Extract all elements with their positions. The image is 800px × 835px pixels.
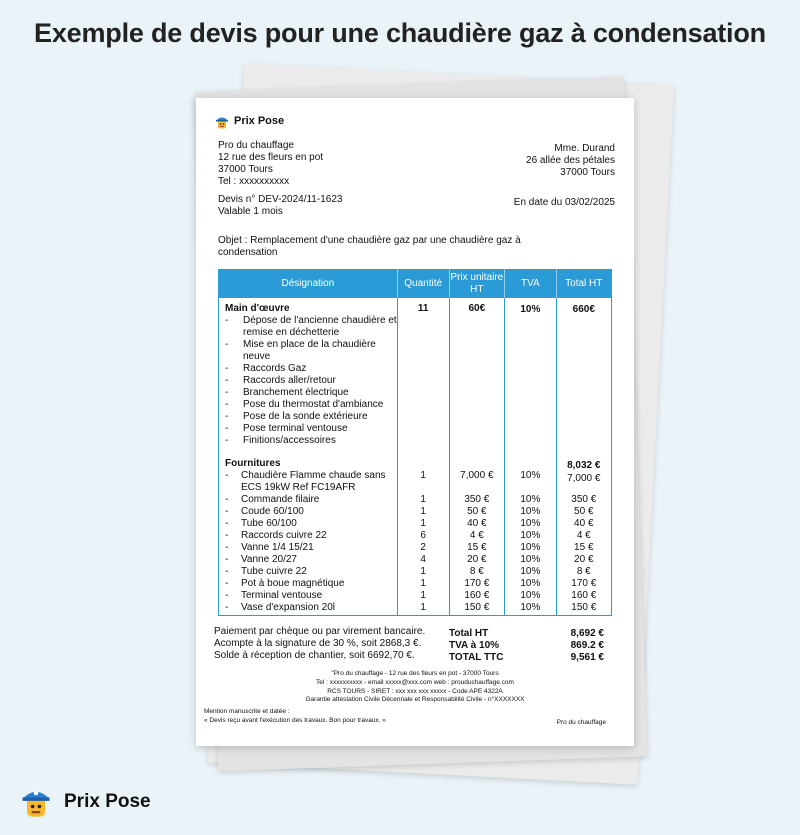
row-total: 15 € [574, 542, 594, 553]
table-row [225, 590, 397, 602]
sender-line: Pro du chauffage [218, 140, 294, 151]
row-unit-price: 150 € [464, 602, 490, 613]
bullet-dash: - [225, 423, 229, 434]
row-total: 160 € [571, 590, 597, 601]
payment-terms [214, 626, 425, 662]
bullet-dash: - [225, 506, 229, 517]
item-label: Pose du thermostat d'ambiance [243, 399, 384, 410]
row-total: 20 € [574, 554, 594, 565]
sender-address [218, 140, 323, 188]
row-tva: 10% [520, 506, 541, 517]
row-quantity: 6 [420, 530, 426, 541]
item-label: Pose de la sonde extérieure [243, 411, 368, 422]
row-unit-price: 15 € [467, 542, 487, 553]
row-tva: 10% [520, 470, 541, 481]
payment-line: Acompte à la signature de 30 %, soit 2868,3 €. [214, 638, 422, 649]
document-brand: Prix Pose [234, 115, 285, 128]
row-tva: 10% [520, 530, 541, 541]
signature: Pro du chauffage [556, 719, 606, 726]
item-label: Pose terminal ventouse [243, 423, 348, 434]
row-tva: 10% [520, 542, 541, 553]
table-row [225, 530, 397, 542]
item-label: Vase d'expansion 20l [241, 602, 336, 613]
row-quantity: 4 [420, 554, 426, 565]
devis-number: Devis n° DEV-2024/11-1623 [218, 194, 343, 205]
item-label: Chaudière Flamme chaude sans ECS 19kW Ref FC19AFR [241, 470, 386, 493]
total-column [557, 298, 611, 615]
bullet-dash: - [225, 315, 229, 326]
total-label: TOTAL TTC [449, 652, 504, 663]
list-item [225, 315, 397, 339]
document-logo [214, 114, 284, 130]
unit-price-column [450, 298, 505, 615]
row-tva: 10% [520, 578, 541, 589]
bullet-dash: - [225, 566, 229, 577]
bullet-dash: - [225, 494, 229, 505]
row-tva: 10% [520, 518, 541, 529]
item-label: Tube cuivre 22 [241, 566, 307, 577]
supplies-subtotal: 8,032 € [567, 460, 601, 471]
bullet-dash: - [225, 375, 229, 386]
section-title: Fournitures [225, 458, 281, 469]
devis-date: En date du 03/02/2025 [513, 197, 615, 208]
item-label: Commande filaire [241, 494, 320, 505]
item-label: Raccords Gaz [243, 363, 307, 374]
mention-line: Mention manuscrite et datée : [204, 708, 290, 715]
quote-table [218, 269, 612, 616]
header-designation: Désignation [219, 270, 398, 299]
header-tva: TVA [505, 270, 556, 299]
item-label: Coude 60/100 [241, 506, 304, 517]
labour-total: 660€ [572, 304, 595, 315]
labour-unit-price: 60€ [468, 303, 486, 314]
row-unit-price: 40 € [467, 518, 487, 529]
recipient-line: 26 allée des pétales [526, 155, 615, 166]
bullet-dash: - [225, 435, 229, 446]
bullet-dash: - [225, 399, 229, 410]
table-body-row [219, 298, 612, 616]
row-unit-price: 50 € [467, 506, 487, 517]
legal-footer [196, 670, 634, 705]
row-tva: 10% [520, 554, 541, 565]
bullet-dash: - [225, 590, 229, 601]
item-label: Terminal ventouse [241, 590, 323, 601]
total-value: 8,692 € [570, 628, 604, 639]
row-unit-price: 4 € [469, 530, 484, 541]
table-row [225, 506, 397, 518]
bullet-dash: - [225, 363, 229, 374]
row-tva: 10% [520, 566, 541, 577]
bullet-dash: - [225, 411, 229, 422]
bullet-dash: - [225, 578, 229, 589]
quantity-column [398, 298, 449, 615]
row-quantity: 1 [420, 494, 426, 505]
totals-values [571, 628, 604, 664]
bullet-dash: - [225, 542, 229, 553]
total-label: TVA à 10% [449, 640, 500, 651]
table-row [225, 494, 397, 506]
item-label: Branchement électrique [243, 387, 349, 398]
payment-line: Solde à réception de chantier, soit 6692,70 €. [214, 650, 415, 661]
page-title: Exemple de devis pour une chaudière gaz à condensation [34, 18, 766, 48]
table-row [225, 518, 397, 530]
item-label: Vanne 1/4 15/21 [241, 542, 314, 553]
tva-column [505, 298, 555, 615]
section-title: Main d'œuvre [225, 303, 290, 314]
total-value: 9,561 € [570, 652, 604, 663]
list-item [225, 399, 397, 411]
header-unit-price: Prix unitaire HT [449, 270, 505, 299]
row-tva: 10% [520, 602, 541, 613]
row-total: 350 € [571, 494, 597, 505]
supplies-section [225, 458, 397, 614]
labour-tva: 10% [520, 304, 541, 315]
list-item [225, 423, 397, 435]
bullet-dash: - [225, 387, 229, 398]
row-quantity: 1 [420, 566, 426, 577]
brand-logo [18, 784, 151, 820]
row-unit-price: 350 € [464, 494, 490, 505]
brand-name: Prix Pose [64, 791, 151, 812]
table-row [225, 566, 397, 578]
item-label: Vanne 20/27 [241, 554, 297, 565]
mascot-icon [18, 784, 54, 820]
row-quantity: 1 [420, 590, 426, 601]
designation-column [219, 298, 397, 615]
list-item [225, 339, 397, 363]
list-item [225, 375, 397, 387]
devis-subject: Objet : Remplacement d'une chaudière gaz par une chaudière gaz à condensation [218, 235, 521, 258]
item-label: Tube 60/100 [241, 518, 297, 529]
row-total: 4 € [576, 530, 591, 541]
row-total: 8 € [576, 566, 591, 577]
table-row [225, 554, 397, 566]
table-row [225, 470, 397, 494]
row-total: 50 € [574, 506, 594, 517]
sender-line: 12 rue des fleurs en pot [218, 152, 324, 163]
labour-quantity: 11 [417, 303, 429, 314]
row-total: 170 € [571, 578, 597, 589]
bullet-dash: - [225, 602, 229, 613]
row-quantity: 1 [420, 518, 426, 529]
handwritten-mention [204, 707, 386, 725]
bullet-dash: - [225, 339, 229, 350]
table-row [225, 578, 397, 590]
row-quantity: 1 [420, 506, 426, 517]
list-item [225, 363, 397, 375]
list-item [225, 435, 397, 447]
row-total: 150 € [571, 602, 597, 613]
row-unit-price: 170 € [464, 578, 490, 589]
recipient-line: Mme. Durand [554, 143, 615, 154]
table-header-row [219, 270, 612, 299]
footer-line: RCS TOURS - SIRET : xxx xxx xxx xxxxx - Code APE 4322A [327, 687, 503, 695]
table-row [225, 602, 397, 614]
payment-line: Paiement par chèque ou par virement bancaire. [214, 626, 426, 637]
labour-section [225, 303, 397, 447]
bullet-dash: - [225, 554, 229, 565]
row-unit-price: 160 € [464, 590, 490, 601]
footer-line: Garantie attestation Civile Décennale et Responsabilité Civile - n°XXXXXXX [305, 696, 525, 704]
sender-line: Tel : xxxxxxxxxx [218, 176, 290, 187]
item-label: Raccords cuivre 22 [241, 530, 327, 541]
item-label: Mise en place de la chaudière neuve [243, 339, 376, 362]
footer-line: "Pro du chauffage - 12 rue des fleurs en pot - 37000 Tours [331, 670, 499, 677]
row-total: 7,000 € [567, 473, 601, 484]
row-unit-price: 7,000 € [460, 470, 494, 481]
header-quantity: Quantité [397, 270, 449, 299]
table-row [225, 542, 397, 554]
total-value: 869.2 € [570, 640, 604, 651]
item-label: Raccords aller/retour [243, 375, 336, 386]
row-quantity: 1 [420, 602, 426, 613]
list-item [225, 411, 397, 423]
bullet-dash: - [225, 518, 229, 529]
row-quantity: 2 [420, 542, 426, 553]
devis-info [218, 194, 342, 218]
row-unit-price: 8 € [469, 566, 484, 577]
bullet-dash: - [225, 470, 229, 481]
footer-line: Tel : xxxxxxxxxx - email xxxxx@xxx.com web : prouduchauffage.com [316, 678, 514, 686]
item-label: Dépose de l'ancienne chaudière et remise en déchetterie [243, 315, 397, 338]
row-quantity: 1 [420, 470, 426, 481]
recipient-address [526, 143, 615, 179]
quote-document [196, 98, 634, 746]
row-total: 40 € [574, 518, 594, 529]
sender-line: 37000 Tours [218, 164, 273, 175]
list-item [225, 387, 397, 399]
row-quantity: 1 [420, 578, 426, 589]
item-label: Finitions/accessoires [243, 435, 336, 446]
row-tva: 10% [520, 494, 541, 505]
devis-validity: Valable 1 mois [218, 206, 283, 217]
mascot-icon [214, 114, 230, 130]
header-total: Total HT [556, 270, 611, 299]
row-tva: 10% [520, 590, 541, 601]
recipient-line: 37000 Tours [560, 167, 615, 178]
row-unit-price: 20 € [467, 554, 487, 565]
bullet-dash: - [225, 530, 229, 541]
totals-labels [449, 628, 503, 664]
mention-line: « Devis reçu avant l'exécution des travaux. Bon pour travaux. » [204, 717, 386, 725]
item-label: Pot à boue magnétique [241, 578, 345, 589]
total-label: Total HT [449, 628, 489, 639]
